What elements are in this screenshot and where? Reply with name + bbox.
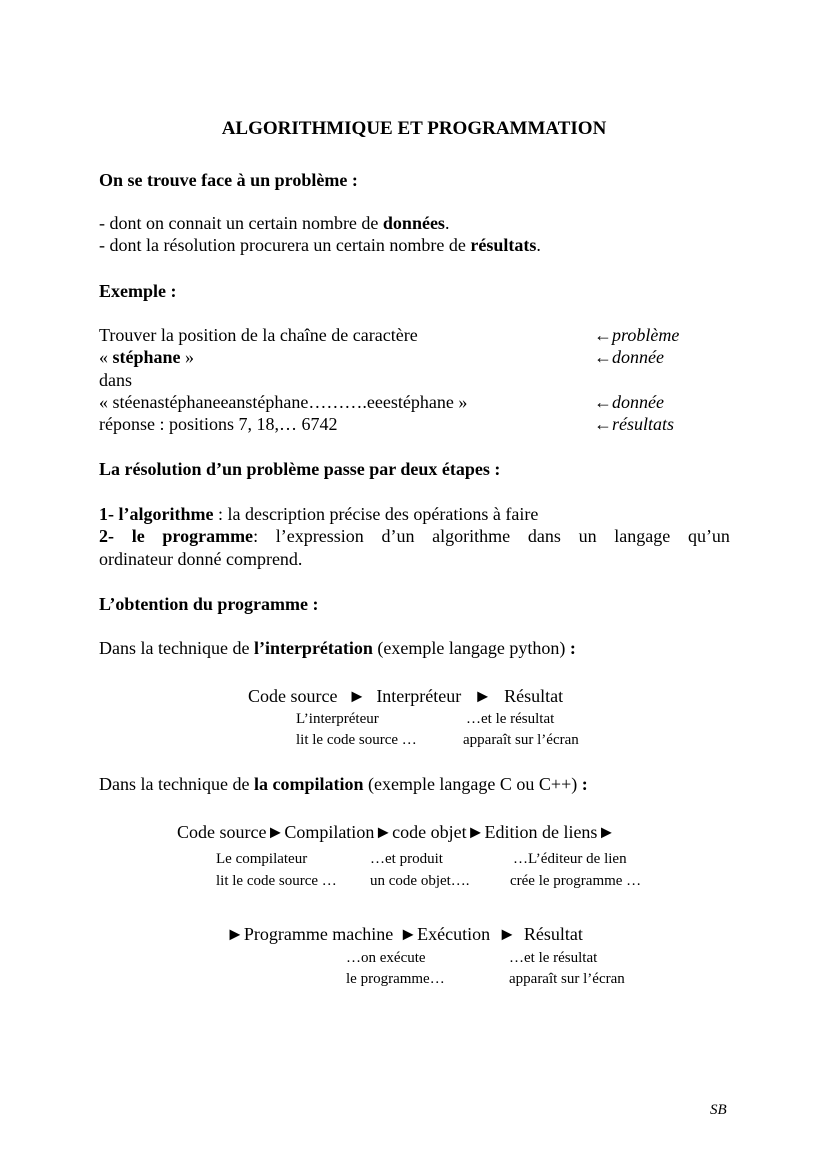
intro-keyword: la compilation	[253, 774, 364, 794]
step-2-line-1	[99, 526, 730, 547]
compil-note-5b: apparaît sur l’écran	[509, 971, 625, 987]
triangle-right-icon: ►	[226, 924, 244, 944]
page-title: ALGORITHMIQUE ET PROGRAMMATION	[221, 118, 607, 139]
intro-colon: :	[581, 774, 588, 794]
compil-note-4b: le programme…	[346, 971, 445, 987]
flow-step: Résultat	[504, 686, 564, 706]
tag-probleme	[594, 325, 679, 346]
compilation-intro	[99, 774, 588, 795]
example-heading: Exemple :	[99, 281, 177, 301]
step-word-bold: programme	[162, 526, 254, 546]
triangle-right-icon: ►	[498, 924, 516, 944]
intro-paren: (exemple langage python)	[372, 638, 570, 658]
intro-heading: On se trouve face à un problème :	[99, 170, 358, 190]
tag-label: donnée	[612, 392, 664, 412]
bullet-end: .	[536, 235, 541, 255]
step-word-colon: :	[253, 526, 259, 546]
step-word: qu’un	[687, 526, 730, 546]
triangle-right-icon: ►	[347, 686, 366, 706]
interp-note-2a: …et le résultat	[466, 711, 555, 727]
left-arrow-icon: ←	[594, 414, 612, 434]
step-text: : la description précise des opérations à faire	[213, 504, 539, 524]
example-keyword: stéphane	[112, 347, 181, 367]
compil-note-3a: …L’éditeur de lien	[513, 851, 627, 867]
bullet-text: - dont la résolution procurera un certain nombre de	[99, 235, 471, 255]
compil-note-2a: …et produit	[370, 851, 443, 867]
intro-lead: Dans la technique de	[99, 638, 254, 658]
flow-step: Edition de liens	[484, 822, 598, 842]
quote-open: «	[99, 347, 113, 367]
tag-label: résultats	[612, 414, 675, 434]
compil-note-4a: …on exécute	[346, 950, 426, 966]
compil-note-5a: …et le résultat	[509, 950, 598, 966]
compil-note-1b: lit le code source …	[216, 873, 337, 889]
tag-donnee-2	[594, 392, 664, 413]
triangle-right-icon: ►	[399, 924, 418, 944]
step-word: un	[578, 526, 597, 546]
step-1	[99, 504, 538, 525]
example-line-3: dans	[99, 370, 132, 390]
example-line-2	[99, 347, 194, 368]
flow-step: Interpréteur	[376, 686, 462, 706]
flow-step: Programme machine	[243, 924, 394, 944]
flow-step: Exécution	[417, 924, 491, 944]
bullet-donnees	[99, 213, 449, 234]
step-2-line-2: ordinateur donné comprend.	[99, 549, 303, 569]
interpretation-intro	[99, 638, 576, 659]
triangle-right-icon: ►	[466, 822, 485, 842]
step-word: 2-	[99, 526, 114, 546]
flow-step: Compilation	[284, 822, 375, 842]
interpretation-flow	[248, 686, 563, 707]
interp-note-2b: apparaît sur l’écran	[463, 732, 579, 748]
example-line-1: Trouver la position de la chaîne de caractère	[99, 325, 418, 345]
left-arrow-icon: ←	[594, 325, 612, 345]
flow-step: Code source	[248, 686, 338, 706]
bullet-end: .	[444, 213, 450, 233]
interp-note-1a: L’interpréteur	[296, 711, 379, 727]
flow-step: Code source	[177, 822, 267, 842]
tag-donnee-1	[594, 347, 664, 368]
intro-keyword: l’interprétation	[253, 638, 373, 658]
footer-initials: SB	[710, 1102, 727, 1118]
step-word: l’expression	[275, 526, 364, 546]
steps-heading: La résolution d’un problème passe par deux étapes :	[99, 459, 501, 479]
intro-lead: Dans la technique de	[99, 774, 254, 794]
step-word: d’un	[381, 526, 415, 546]
intro-paren: (exemple langage C ou C++)	[363, 774, 582, 794]
tag-label: problème	[612, 325, 680, 345]
bullet-text: - dont on connait un certain nombre de	[99, 213, 383, 233]
bullet-bold: données	[382, 213, 445, 233]
compil-note-3b: crée le programme …	[510, 873, 642, 889]
compil-note-1a: Le compilateur	[216, 851, 308, 867]
triangle-right-icon: ►	[266, 822, 285, 842]
left-arrow-icon: ←	[594, 347, 612, 367]
step-word: le	[131, 526, 145, 546]
tag-label: donnée	[612, 347, 664, 367]
example-line-5: réponse : positions 7, 18,… 6742	[99, 414, 338, 434]
triangle-right-icon: ►	[374, 822, 393, 842]
triangle-right-icon: ►	[597, 822, 616, 842]
compilation-flow-2	[226, 924, 583, 945]
quote-close: »	[180, 347, 195, 367]
compilation-flow-1	[177, 822, 615, 843]
step-word: langage	[614, 526, 671, 546]
step-label: 1- l’algorithme	[99, 504, 214, 524]
flow-step: code objet	[392, 822, 467, 842]
bullet-bold: résultats	[470, 235, 537, 255]
step-word	[162, 526, 258, 547]
example-line-4: « stéenastéphaneeanstéphane……….eeestéphane »	[99, 392, 468, 412]
step-word: dans	[527, 526, 561, 546]
bullet-resultats	[99, 235, 541, 256]
interp-note-1b: lit le code source …	[296, 732, 417, 748]
tag-resultats	[594, 414, 674, 435]
obtention-heading: L’obtention du programme :	[99, 594, 319, 614]
left-arrow-icon: ←	[594, 392, 612, 412]
flow-step: Résultat	[523, 924, 583, 944]
triangle-right-icon: ►	[473, 686, 492, 706]
compil-note-2b: un code objet….	[370, 873, 470, 889]
intro-colon: :	[569, 638, 576, 658]
step-word: algorithme	[432, 526, 511, 546]
